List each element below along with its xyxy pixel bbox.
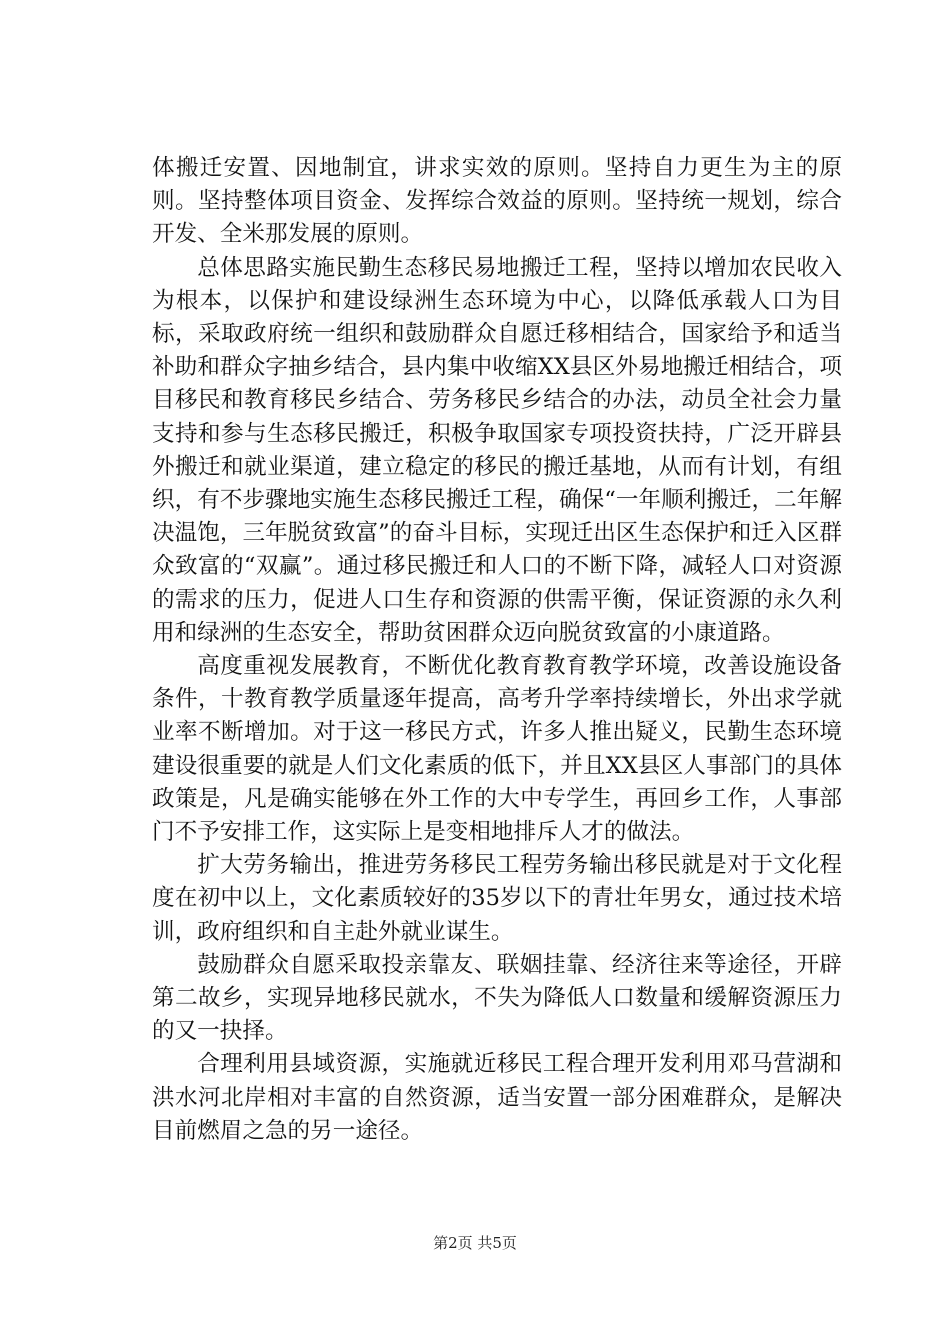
paragraph-education: 高度重视发展教育，不断优化教育教育教学环境，改善设施设备条件，十教育教学质量逐年提高，高考升学率持续增长，外出求学就业率不断增加。对于这一移民方式，许多人推出疑义，民勤生态环境建设很重要的就是人们文化素质的低下，并且XX县区人事部门的具体政策是，凡是确实能够在外工作的大中专学生，再回乡工作，人事部门不予安排工作，这实际上是变相地排斥人才的做法。 <box>152 653 842 846</box>
paragraph-county-resources: 合理利用县域资源，实施就近移民工程合理开发利用邓马营湖和洪水河北岸相对丰富的自然资源，适当安置一部分困难群众，是解决目前燃眉之急的另一途径。 <box>152 1051 842 1144</box>
paragraph-voluntary-relocation: 鼓励群众自愿采取投亲靠友、联姻挂靠、经济往来等途径，开辟第二故乡，实现异地移民就水，不失为降低人口数量和缓解资源压力的又一抉择。 <box>152 951 842 1045</box>
paragraph-labor-export: 扩大劳务输出，推进劳务移民工程劳务输出移民就是对于文化程度在初中以上，文化素质较好的35岁以下的青壮年男女，通过技术培训，政府组织和自主赴外就业谋生。 <box>152 852 842 945</box>
paragraph-overall-approach: 总体思路实施民勤生态移民易地搬迁工程，坚持以增加农民收入为根本，以保护和建设绿洲生态环境为中心，以降低承载人口为目标，采取政府统一组织和鼓励群众自愿迁移相结合，国家给予和适当补助和群众字抽乡结合，县内集中收缩XX县区外易地搬迁相结合，项目移民和教育移民乡结合、劳务移民乡结合的办法，动员全社会力量支持和参与生态移民搬迁，积极争取国家专项投资扶持，广泛开辟县外搬迁和就业渠道，建立稳定的移民的搬迁基地，从而有计划，有组织，有不步骤地实施生态移民搬迁工程，确保“一年顺利搬迁，二年解决温饱，三年脱贫致富”的奋斗目标，实现迁出区生态保护和迁入区群众致富的“双赢”。通过移民搬迁和人口的不断下降，减轻人口对资源的需求的压力，促进人口生存和资源的供需平衡，保证资源的永久利用和绿洲的生态安全，帮助贫困群众迈向脱贫致富的小康道路。 <box>152 254 842 646</box>
paragraph-continuation: 体搬迁安置、因地制宜，讲求实效的原则。坚持自力更生为主的原则。坚持整体项目资金、发挥综合效益的原则。坚持统一规划，综合开发、全米那发展的原则。 <box>152 155 842 248</box>
document-body <box>152 152 842 1148</box>
page-number-footer: 第2页 共5页 <box>433 1234 517 1252</box>
